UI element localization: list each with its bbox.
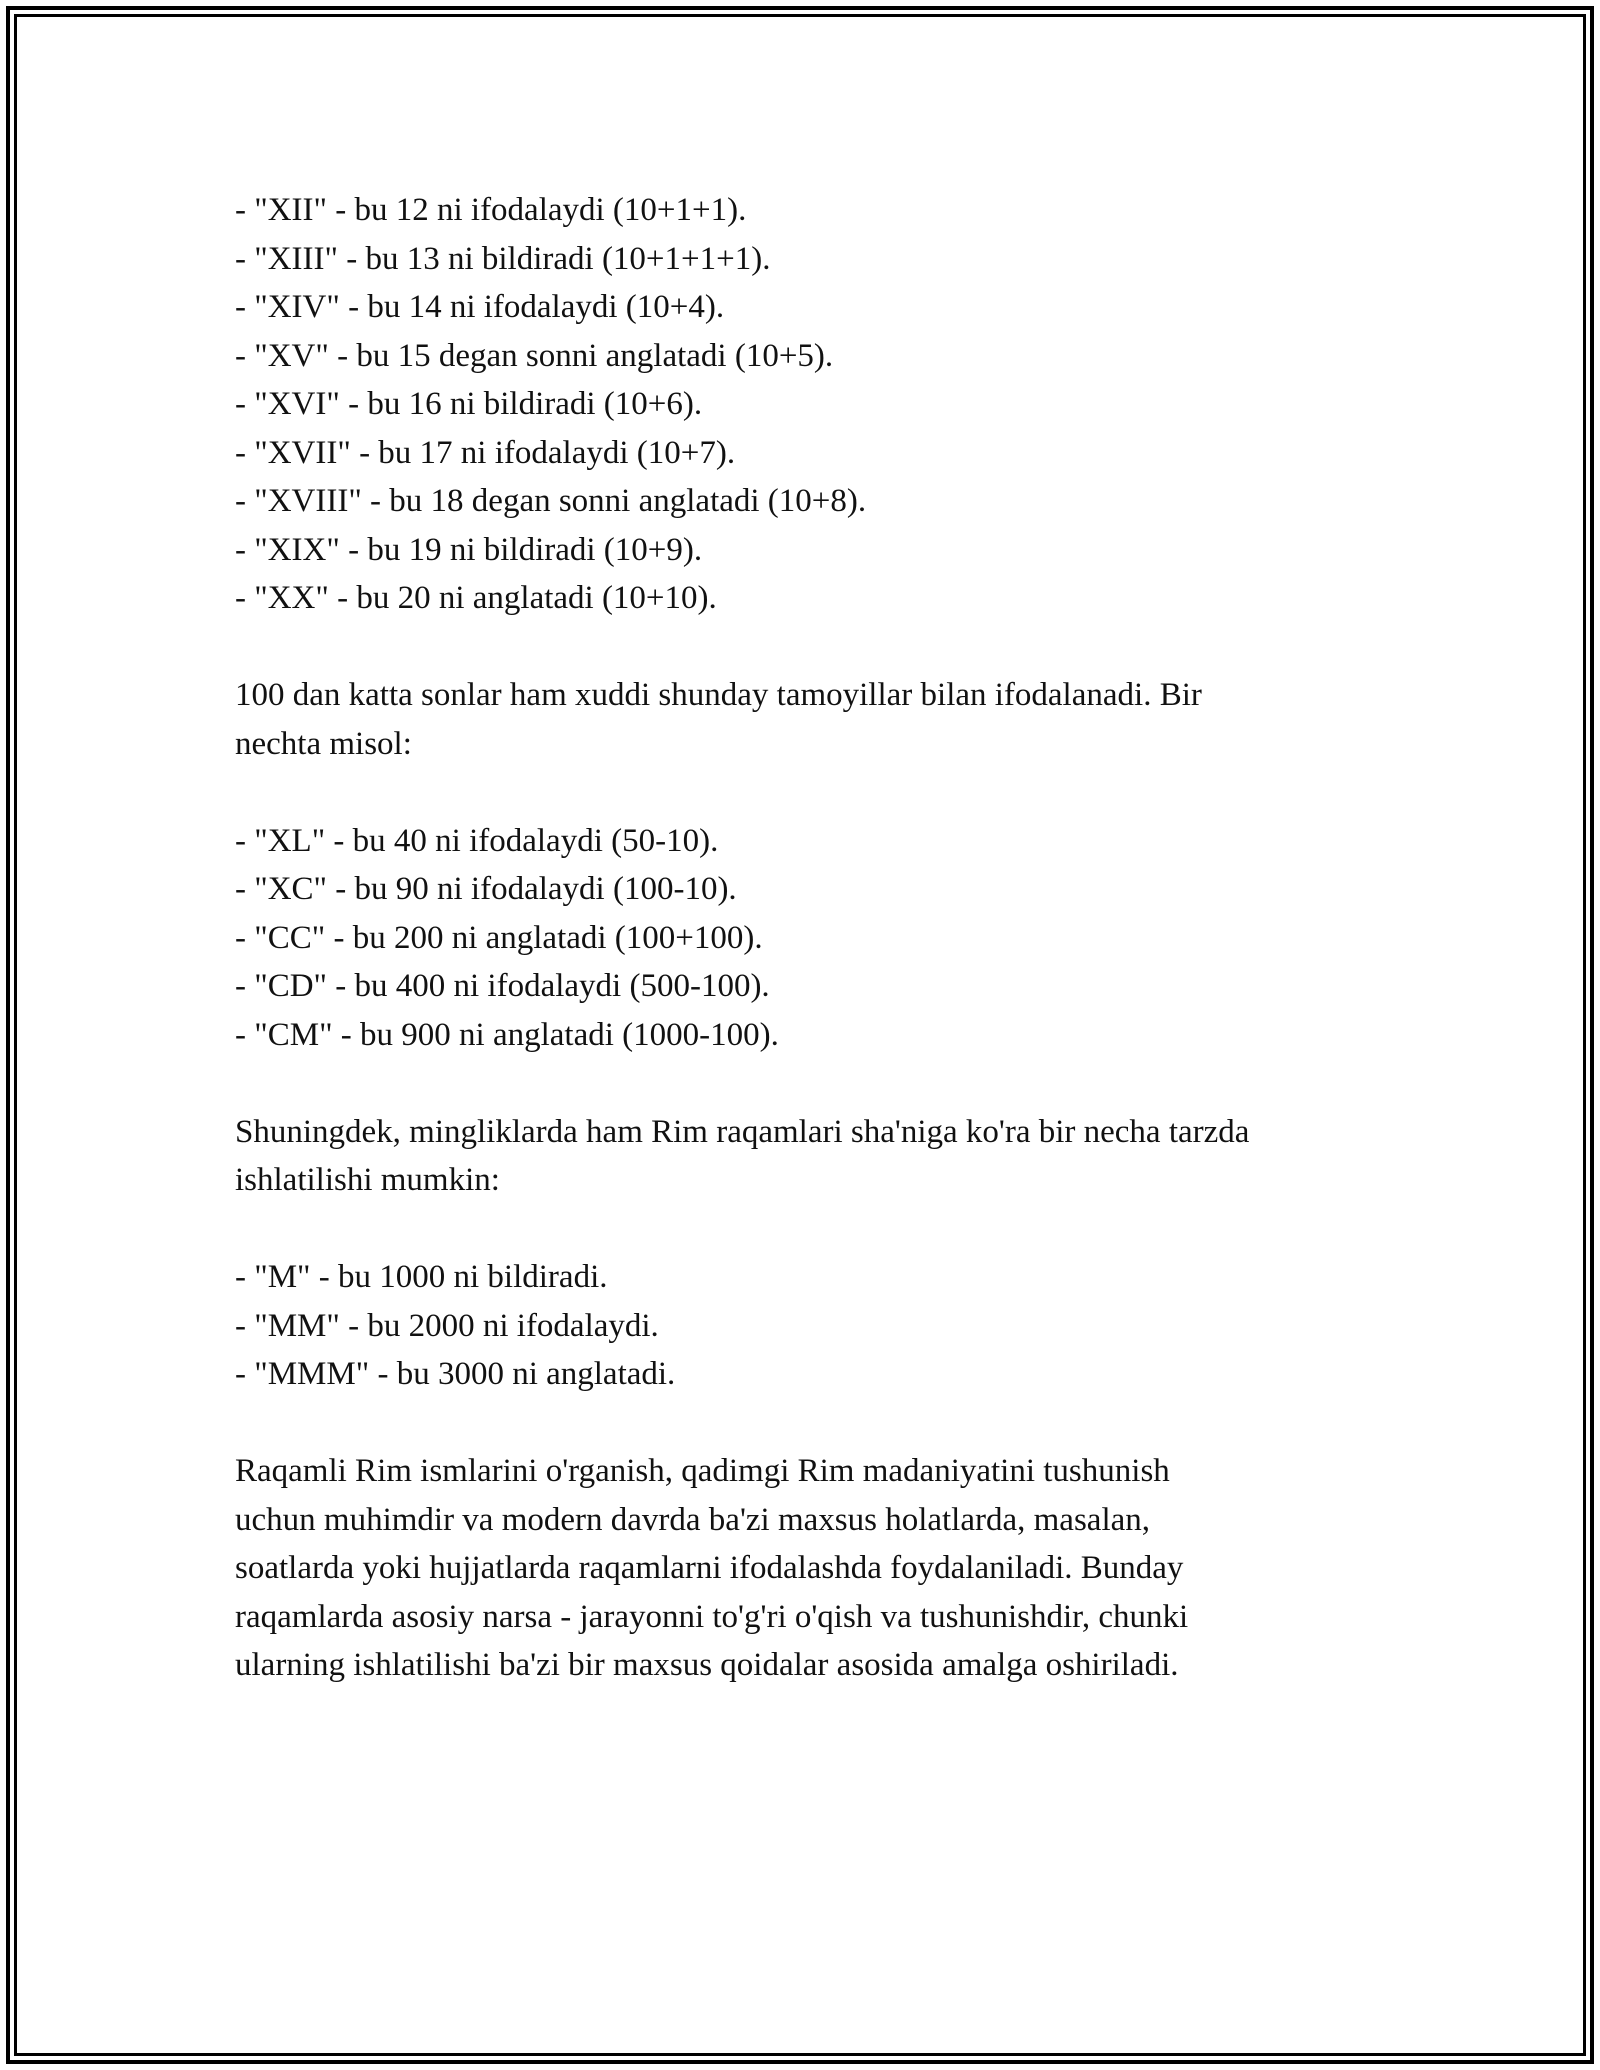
list-item: - "CD" - bu 400 ni ifodalaydi (500-100).	[235, 968, 770, 1004]
hundreds-intro-paragraph	[235, 671, 1415, 768]
paragraph-line: ishlatilishi mumkin:	[235, 1162, 500, 1198]
paragraph-spacer	[235, 1205, 1415, 1254]
paragraph-line: raqamlarda asosiy narsa - jarayonni to'g'ri o'qish va tushunishdir, chunki	[235, 1598, 1189, 1635]
hundreds-list	[235, 817, 1415, 1060]
paragraph-line: Raqamli Rim ismlarini o'rganish, qadimgi Rim madaniyatini tushunish	[235, 1453, 1170, 1489]
list-item: - "CM" - bu 900 ni anglatadi (1000-100).	[235, 1016, 779, 1053]
paragraph-spacer	[235, 1059, 1415, 1108]
paragraph-line: uchun muhimdir va modern davrda ba'zi maxsus holatlarda, masalan,	[235, 1501, 1151, 1538]
list-item: - "XVI" - bu 16 ni bildiradi (10+6).	[235, 386, 703, 422]
thousands-intro-paragraph	[235, 1108, 1415, 1205]
list-item: - "XVIII" - bu 18 degan sonni anglatadi (10+8).	[235, 483, 867, 519]
list-item: - "XL" - bu 40 ni ifodalaydi (50-10).	[235, 822, 719, 859]
list-item: - "XIV" - bu 14 ni ifodalaydi (10+4).	[235, 289, 725, 325]
paragraph-line: soatlarda yoki hujjatlarda raqamlarni ifodalashda foydalaniladi. Bunday	[235, 1550, 1184, 1586]
paragraph-spacer	[235, 1399, 1415, 1448]
list-item: - "XII" - bu 12 ni ifodalaydi (10+1+1).	[235, 192, 747, 228]
list-item: - "XC" - bu 90 ni ifodalaydi (100-10).	[235, 871, 737, 907]
list-item: - "MMM" - bu 3000 ni anglatadi.	[235, 1356, 676, 1392]
paragraph-line: ularning ishlatilishi ba'zi bir maxsus qoidalar asosida amalga oshiriladi.	[235, 1647, 1179, 1683]
list-item: - "MM" - bu 2000 ni ifodalaydi.	[235, 1307, 659, 1344]
list-item: - "XV" - bu 15 degan sonni anglatadi (10+5).	[235, 337, 834, 374]
list-item: - "XVII" - bu 17 ni ifodalaydi (10+7).	[235, 434, 736, 471]
paragraph-line: 100 dan katta sonlar ham xuddi shunday tamoyillar bilan ifodalanadi. Bir	[235, 677, 1202, 713]
list-item: - "XX" - bu 20 ni anglatadi (10+10).	[235, 580, 717, 616]
document-body	[235, 186, 1415, 1690]
list-item: - "XIX" - bu 19 ni bildiradi (10+9).	[235, 531, 703, 568]
list-item: - "CC" - bu 200 ni anglatadi (100+100).	[235, 919, 763, 956]
list-item: - "XIII" - bu 13 ni bildiradi (10+1+1+1).	[235, 240, 771, 277]
conclusion-paragraph	[235, 1447, 1415, 1690]
teens-list	[235, 186, 1415, 623]
paragraph-line: Shuningdek, mingliklarda ham Rim raqamlari sha'niga ko'ra bir necha tarzda	[235, 1113, 1250, 1150]
paragraph-spacer	[235, 768, 1415, 817]
paragraph-line: nechta misol:	[235, 725, 412, 762]
paragraph-spacer	[235, 623, 1415, 672]
list-item: - "M" - bu 1000 ni bildiradi.	[235, 1259, 608, 1295]
thousands-list	[235, 1253, 1415, 1399]
